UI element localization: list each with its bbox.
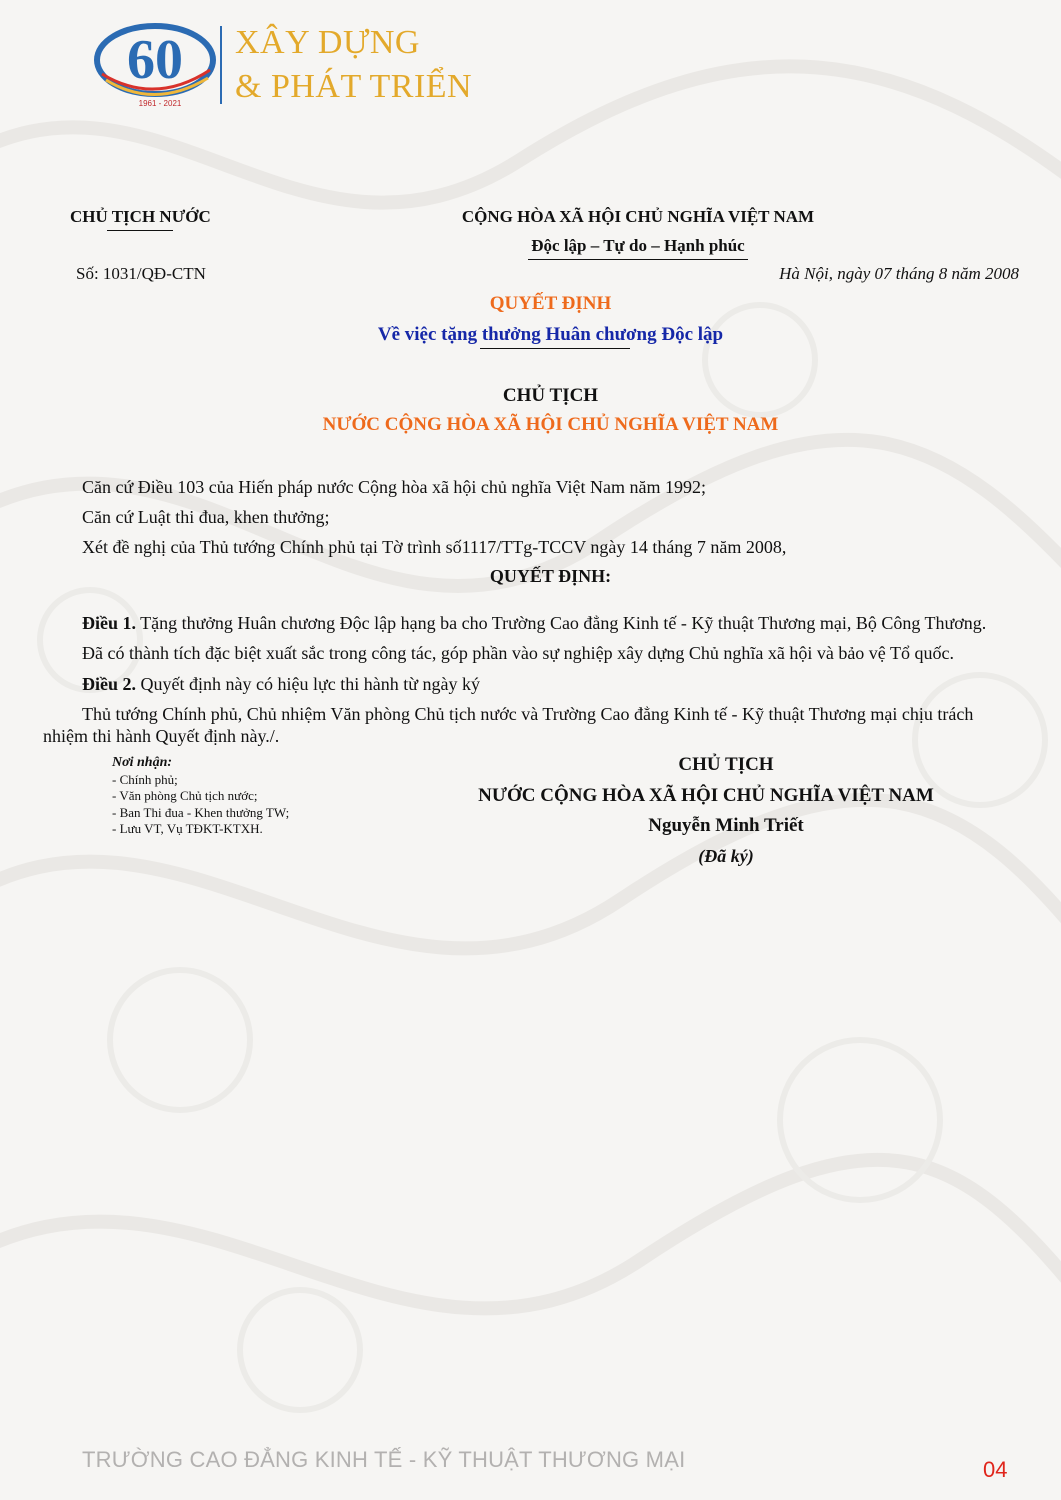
motto-underline	[528, 259, 748, 260]
logo-divider	[220, 26, 222, 104]
preamble-line: Căn cứ Điều 103 của Hiến pháp nước Cộng hòa xã hội chủ nghĩa Việt Nam năm 1992;	[82, 477, 706, 497]
execution-clause-line2: nhiệm thi hành Quyết định này./.	[43, 726, 280, 746]
anniversary-60-emblem	[90, 20, 220, 110]
footer-school-name: TRƯỜNG CAO ĐẲNG KINH TẾ - KỸ THUẬT THƯƠNG MẠI	[82, 1447, 686, 1472]
logo-number: 60	[127, 29, 183, 91]
recipients-heading: Nơi nhận:	[112, 755, 173, 770]
signature-title: CHỦ TỊCH	[678, 754, 774, 775]
issuer-title: CHỦ TỊCH	[502, 385, 599, 406]
brand-logo	[90, 20, 490, 110]
signature-organization: NƯỚC CỘNG HÒA XÃ HỘI CHỦ NGHĨA VIỆT NAM	[478, 785, 934, 806]
logo-years: 1961 - 2021	[138, 99, 182, 108]
page-number: 04	[983, 1457, 1008, 1482]
article-1-reason: Đã có thành tích đặc biệt xuất sắc trong công tác, góp phần vào sự nghiệp xây dựng Chủ nghĩa xã hội và bảo vệ Tổ quốc.	[82, 643, 954, 663]
preamble-line: Xét đề nghị của Thủ tướng Chính phủ tại Tờ trình số1117/TTg-TCCV ngày 14 tháng 7 năm 2008,	[82, 537, 787, 557]
brand-title-line1: XÂY DỰNG	[235, 24, 420, 61]
document-number: Số: 1031/QĐ-CTN	[76, 264, 206, 283]
issuing-authority: CHỦ TỊCH NƯỚC	[70, 207, 211, 226]
decision-subject: Về việc tặng thưởng Huân chương Độc lập	[377, 324, 724, 345]
signed-mark: (Đã ký)	[698, 846, 754, 866]
recipient-item: - Văn phòng Chủ tịch nước;	[112, 788, 258, 803]
recipient-item: - Chính phủ;	[112, 771, 178, 787]
article-2-text: Quyết định này có hiệu lực thi hành từ ngày ký	[136, 674, 480, 694]
article-1-label: Điều 1.	[82, 613, 136, 633]
article-1-text: Tặng thưởng Huân chương Độc lập hạng ba cho Trường Cao đẳng Kinh tế - Kỹ thuật Thương mại, Bộ Công Thương.	[136, 613, 987, 633]
decision-title: QUYẾT ĐỊNH	[489, 293, 612, 314]
national-motto: Độc lập – Tự do – Hạnh phúc	[531, 236, 745, 255]
article-2-label: Điều 2.	[82, 674, 136, 694]
place-and-date: Hà Nội, ngày 07 tháng 8 năm 2008	[779, 264, 1019, 283]
brand-title-line2: & PHÁT TRIỂN	[235, 68, 473, 105]
execution-clause-line1: Thủ tướng Chính phủ, Chủ nhiệm Văn phòng Chủ tịch nước và Trường Cao đẳng Kinh tế - Kỹ thuật Thương mại chịu trách	[82, 704, 974, 724]
national-name: CỘNG HÒA XÃ HỘI CHỦ NGHĨA VIỆT NAM	[461, 207, 815, 226]
recipient-item: - Ban Thi đua - Khen thưởng TW;	[112, 804, 290, 820]
issuer-organization: NƯỚC CỘNG HÒA XÃ HỘI CHỦ NGHĨA VIỆT NAM	[322, 414, 779, 435]
article-1	[82, 612, 986, 634]
article-2	[82, 673, 480, 695]
recipient-item: - Lưu VT, Vụ TĐKT-KTXH.	[112, 821, 263, 836]
preamble-line: Căn cứ Luật thi đua, khen thưởng;	[82, 507, 330, 527]
authority-underline	[107, 230, 173, 231]
decides-heading: QUYẾT ĐỊNH:	[489, 566, 612, 586]
recipients-block	[112, 755, 289, 838]
signer-name: Nguyễn Minh Triết	[648, 815, 804, 836]
subject-underline	[480, 348, 630, 349]
